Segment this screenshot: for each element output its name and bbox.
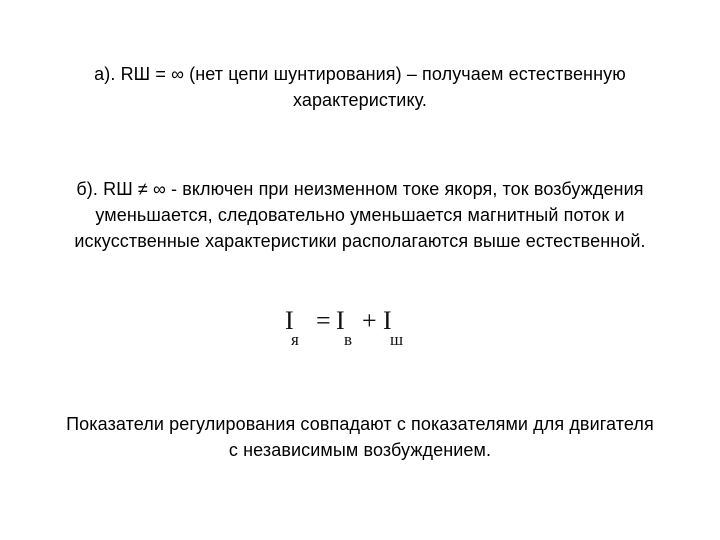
formula-current-excitation: I [336, 306, 345, 335]
paragraph-b-line-3: искусственные характеристики располагаются выше естественной. [74, 231, 646, 251]
paragraph-a-line-1: а). RШ = ∞ (нет цепи шунтирования) – получаем естественную [94, 64, 626, 84]
formula-current-shunt: I [383, 306, 392, 335]
formula-subscript-armature: я [291, 330, 299, 349]
paragraph-b [0, 176, 720, 254]
paragraph-a-line-2: характеристику. [292, 90, 428, 110]
paragraph-a [0, 61, 720, 113]
formula-plus-sign: + [362, 306, 377, 335]
paragraph-b-line-2: уменьшается, следовательно уменьшается магнитный поток и [95, 205, 625, 225]
formula-current-armature: I [285, 306, 294, 335]
current-formula [282, 306, 422, 356]
paragraph-c [0, 411, 720, 463]
formula-subscript-excitation: в [344, 330, 353, 349]
formula-equals-sign: = [316, 306, 331, 335]
paragraph-b-line-1: б). RШ ≠ ∞ - включен при неизменном токе якоря, ток возбуждения [76, 179, 644, 199]
paragraph-c-line-1: Показатели регулирования совпадают с показателями для двигателя [66, 414, 654, 434]
paragraph-c-line-2: с независимым возбуждением. [228, 440, 492, 460]
formula-subscript-shunt: ш [390, 330, 404, 349]
